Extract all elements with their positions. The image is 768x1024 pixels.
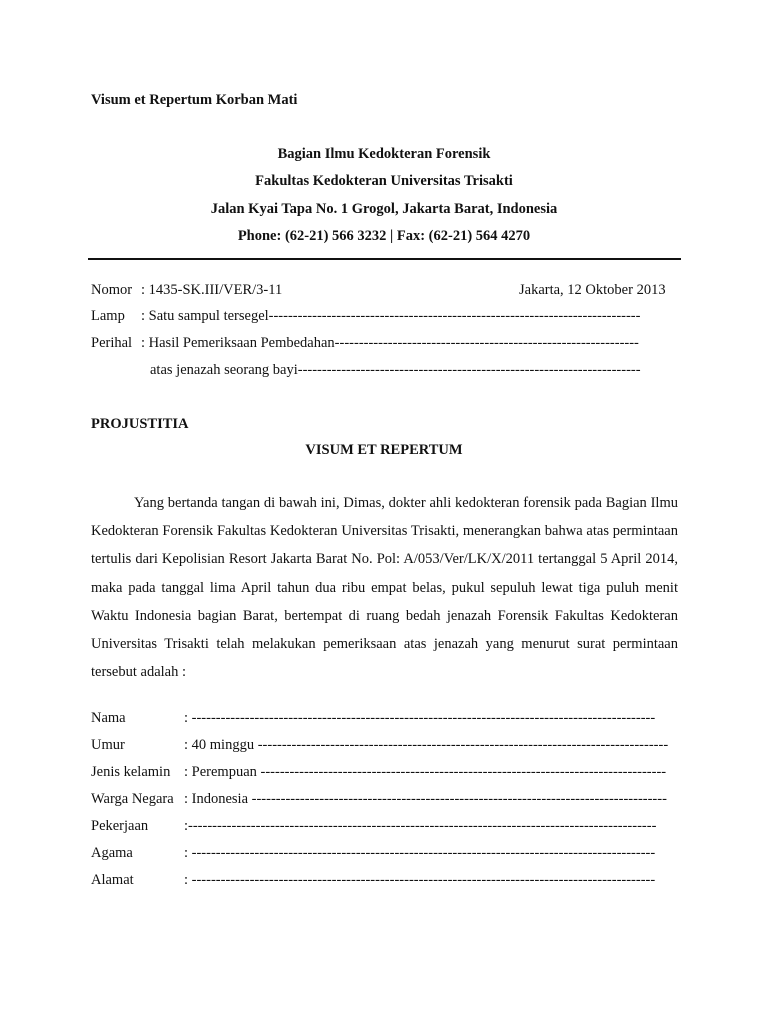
- field-label-agama: Agama: [91, 845, 133, 861]
- section-heading: VISUM ET REPERTUM: [305, 442, 463, 458]
- letterhead-faculty: Fakultas Kedokteran Universitas Trisakti: [255, 173, 513, 189]
- perihal-value: : Hasil Pemeriksaan Pembedahan---------------------------------------------------------------: [141, 335, 639, 351]
- perihal-label: Perihal: [91, 335, 133, 351]
- document-title: Visum et Repertum Korban Mati: [91, 92, 298, 108]
- lamp-label: Lamp: [91, 308, 125, 324]
- field-label-jenis-kelamin: Jenis kelamin: [91, 764, 171, 780]
- field-value-nama: : ------------------------------------------------------------------------------------------------: [184, 710, 656, 726]
- projustitia-label: PROJUSTITIA: [91, 416, 189, 432]
- lamp-value: : Satu sampul tersegel-----------------------------------------------------------------------------: [141, 308, 641, 324]
- field-value-pekerjaan: :-------------------------------------------------------------------------------------------------: [184, 818, 657, 834]
- field-label-warga-negara: Warga Negara: [91, 791, 174, 807]
- field-value-alamat: : ------------------------------------------------------------------------------------------------: [184, 872, 656, 888]
- field-value-jenis-kelamin: : Perempuan ------------------------------------------------------------------------------------: [184, 764, 667, 780]
- field-label-nama: Nama: [91, 710, 126, 726]
- field-value-agama: : ------------------------------------------------------------------------------------------------: [184, 845, 656, 861]
- letterhead-divider: [88, 258, 681, 260]
- perihal-continuation: atas jenazah seorang bayi-----------------------------------------------------------------------: [150, 362, 641, 378]
- field-value-warga-negara: : Indonesia --------------------------------------------------------------------------------------: [184, 791, 667, 807]
- letterhead-address: Jalan Kyai Tapa No. 1 Grogol, Jakarta Barat, Indonesia: [210, 201, 558, 217]
- place-date: Jakarta, 12 Oktober 2013: [519, 282, 666, 298]
- letterhead-department: Bagian Ilmu Kedokteran Forensik: [277, 146, 491, 162]
- field-value-umur: : 40 minggu -------------------------------------------------------------------------------------: [184, 737, 669, 753]
- letterhead-contact: Phone: (62-21) 566 3232 | Fax: (62-21) 564 4270: [237, 228, 531, 244]
- nomor-value: : 1435-SK.III/VER/3-11: [141, 282, 283, 298]
- body-paragraph: Yang bertanda tangan di bawah ini, Dimas, dokter ahli kedokteran forensik pada Bagian Ilmu Kedokteran Forensik Fakultas Kedokteran Universitas Trisakti, menerangkan bahwa atas permintaan tertulis dari Kepolisian Resort Jakarta Barat No. Pol: A/053/Ver/LK/X/2011 tertanggal 5 April 2014, maka pada tanggal lima April tahun dua ribu empat belas, pukul sepuluh lewat tiga puluh menit Waktu Indonesia bagian Barat, bertempat di ruang bedah jenazah Forensik Fakultas Kedokteran Universitas Trisakti telah melakukan pemeriksaan atas jenazah yang menurut surat permintaan tersebut adalah :: [91, 495, 678, 681]
- field-label-pekerjaan: Pekerjaan: [91, 818, 149, 834]
- field-label-umur: Umur: [91, 737, 125, 753]
- field-label-alamat: Alamat: [91, 872, 134, 888]
- nomor-label: Nomor: [91, 282, 133, 298]
